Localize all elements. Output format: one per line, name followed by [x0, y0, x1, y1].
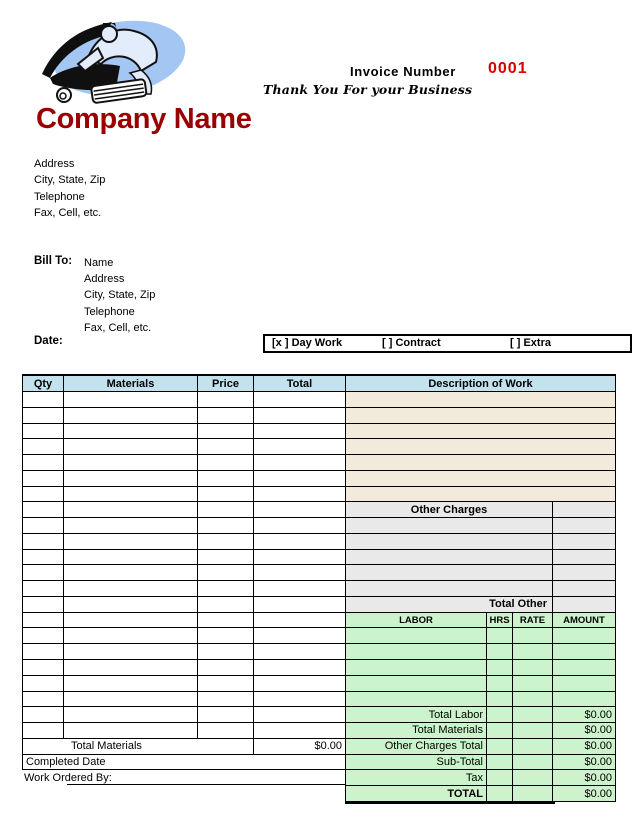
total-other-row	[346, 597, 616, 613]
qty-cell[interactable]	[23, 565, 64, 580]
materials-row	[23, 534, 346, 550]
contract-box: [ ]	[382, 337, 393, 349]
grand-total-rule	[345, 801, 555, 804]
total-other-label: Total Other	[346, 597, 553, 612]
amount-cell[interactable]	[553, 676, 616, 691]
other-charges-body	[346, 518, 616, 597]
qty-cell[interactable]	[23, 581, 64, 596]
total-cell[interactable]	[254, 502, 346, 517]
price-header: Price	[198, 376, 254, 391]
total-cell[interactable]	[254, 534, 346, 549]
qty-cell[interactable]	[23, 644, 64, 659]
materials-cell[interactable]	[64, 581, 198, 596]
materials-cell[interactable]	[64, 565, 198, 580]
materials-cell[interactable]	[64, 707, 198, 722]
description-row	[346, 471, 616, 487]
total-cell[interactable]	[254, 723, 346, 738]
labor-row	[346, 644, 616, 660]
qty-cell[interactable]	[23, 518, 64, 533]
total-cell[interactable]	[254, 644, 346, 659]
rate-cell[interactable]	[513, 692, 553, 707]
qty-cell[interactable]	[23, 471, 64, 486]
summary-hrs-cell	[487, 723, 513, 738]
summary-row	[346, 755, 616, 771]
qty-cell[interactable]	[23, 660, 64, 675]
labor-body	[346, 628, 616, 707]
description-cell[interactable]	[346, 471, 616, 486]
other-charge-amount-cell[interactable]	[553, 565, 616, 580]
total-cell[interactable]	[254, 487, 346, 502]
amount-cell[interactable]	[553, 660, 616, 675]
summary-rate-cell	[513, 707, 553, 722]
materials-cell[interactable]	[64, 439, 198, 454]
summary-value: $0.00	[553, 723, 616, 738]
work-ordered-section	[22, 769, 345, 788]
price-cell[interactable]	[198, 408, 254, 423]
bill-to-city[interactable]: City, State, Zip	[84, 289, 156, 302]
extra-checkbox[interactable]	[510, 337, 551, 349]
company-address-line[interactable]: Address	[34, 158, 75, 170]
labor-cell[interactable]	[346, 692, 487, 707]
other-charge-amount-cell[interactable]	[553, 534, 616, 549]
other-charge-amount-cell[interactable]	[553, 518, 616, 533]
labor-cell[interactable]	[346, 644, 487, 659]
other-charge-amount-cell[interactable]	[553, 581, 616, 596]
materials-row	[23, 518, 346, 534]
day-work-checkbox[interactable]	[272, 337, 342, 349]
other-charge-cell[interactable]	[346, 550, 553, 565]
qty-cell[interactable]	[23, 487, 64, 502]
price-cell[interactable]	[198, 424, 254, 439]
summary-value: $0.00	[553, 755, 616, 770]
labor-header: LABOR	[346, 613, 487, 628]
total-cell[interactable]	[254, 455, 346, 470]
rate-header: RATE	[513, 613, 553, 628]
qty-cell[interactable]	[23, 424, 64, 439]
work-ordered-label: Work Ordered By:	[24, 772, 112, 784]
total-cell[interactable]	[254, 628, 346, 643]
day-work-box: [x ]	[272, 337, 289, 349]
total-cell[interactable]	[254, 471, 346, 486]
materials-cell[interactable]	[64, 424, 198, 439]
total-cell[interactable]	[254, 424, 346, 439]
summary-label: Total Materials	[346, 723, 487, 738]
qty-cell[interactable]	[23, 628, 64, 643]
qty-cell[interactable]	[23, 613, 64, 628]
price-cell[interactable]	[198, 597, 254, 612]
rate-cell[interactable]	[513, 644, 553, 659]
summary-rate-cell	[513, 739, 553, 754]
extra-label: Extra	[523, 337, 551, 349]
summary-value: $0.00	[553, 707, 616, 722]
price-cell[interactable]	[198, 550, 254, 565]
total-cell[interactable]	[254, 613, 346, 628]
description-of-work-header: Description of Work	[346, 376, 616, 391]
materials-row	[23, 692, 346, 708]
total-cell[interactable]	[254, 676, 346, 691]
materials-cell[interactable]	[64, 408, 198, 423]
labor-row	[346, 660, 616, 676]
summary-label: TOTAL	[346, 786, 487, 801]
materials-cell[interactable]	[64, 644, 198, 659]
bill-to-label: Bill To:	[34, 255, 73, 267]
hrs-header: HRS	[487, 613, 513, 628]
other-charges-row	[346, 534, 616, 550]
materials-cell[interactable]	[64, 455, 198, 470]
qty-cell[interactable]	[23, 550, 64, 565]
total-cell[interactable]	[254, 439, 346, 454]
amount-cell[interactable]	[553, 644, 616, 659]
total-cell[interactable]	[254, 597, 346, 612]
total-materials-value: $0.00	[254, 739, 346, 754]
materials-cell[interactable]	[64, 550, 198, 565]
materials-table-body	[23, 392, 346, 739]
hrs-cell[interactable]	[487, 660, 513, 675]
materials-row	[23, 439, 346, 455]
summary-label: Total Labor	[346, 707, 487, 722]
qty-cell[interactable]	[23, 692, 64, 707]
bill-to-telephone[interactable]: Telephone	[84, 305, 135, 318]
price-cell[interactable]	[198, 692, 254, 707]
other-charge-cell[interactable]	[346, 565, 553, 580]
materials-cell[interactable]	[64, 487, 198, 502]
total-materials-row	[23, 739, 346, 755]
price-cell[interactable]	[198, 660, 254, 675]
other-charge-cell[interactable]	[346, 518, 553, 533]
total-header: Total	[254, 376, 346, 391]
other-charges-row	[346, 565, 616, 581]
materials-row	[23, 707, 346, 723]
description-cell[interactable]	[346, 487, 616, 502]
price-cell[interactable]	[198, 676, 254, 691]
company-fax-line[interactable]: Fax, Cell, etc.	[34, 206, 102, 219]
total-cell[interactable]	[254, 707, 346, 722]
summary-hrs-cell	[487, 739, 513, 754]
materials-cell[interactable]	[64, 676, 198, 691]
qty-cell[interactable]	[23, 597, 64, 612]
price-cell[interactable]	[198, 502, 254, 517]
total-cell[interactable]	[254, 581, 346, 596]
price-cell[interactable]	[198, 518, 254, 533]
invoice-number-label: Invoice Number	[350, 64, 456, 79]
labor-header-row	[346, 613, 616, 629]
summary-hrs-cell	[487, 755, 513, 770]
summary-row	[346, 786, 616, 802]
materials-row	[23, 660, 346, 676]
materials-row	[23, 408, 346, 424]
extra-box: [ ]	[510, 337, 521, 349]
description-cell[interactable]	[346, 424, 616, 439]
thank-you-tagline: Thank You For your Business	[263, 82, 473, 97]
materials-cell[interactable]	[64, 471, 198, 486]
materials-row	[23, 597, 346, 613]
materials-cell[interactable]	[64, 534, 198, 549]
qty-cell[interactable]	[23, 408, 64, 423]
summary-row	[346, 739, 616, 755]
summary-rate-cell	[513, 786, 553, 801]
description-cell[interactable]	[346, 439, 616, 454]
materials-row	[23, 487, 346, 503]
description-cell[interactable]	[346, 392, 616, 407]
summary-hrs-cell	[487, 707, 513, 722]
price-cell[interactable]	[198, 644, 254, 659]
price-cell[interactable]	[198, 487, 254, 502]
labor-row	[346, 676, 616, 692]
price-cell[interactable]	[198, 581, 254, 596]
qty-header: Qty	[23, 376, 64, 391]
price-cell[interactable]	[198, 628, 254, 643]
materials-table-header	[23, 376, 346, 392]
contract-label: Contract	[395, 337, 441, 349]
mechanic-clipart-icon	[28, 8, 198, 108]
company-info-block	[34, 156, 105, 221]
summary-value: $0.00	[553, 786, 616, 801]
completed-date-row[interactable]	[23, 755, 346, 771]
description-row	[346, 408, 616, 424]
description-body	[346, 392, 616, 502]
hrs-cell[interactable]	[487, 628, 513, 643]
summary-value: $0.00	[553, 770, 616, 785]
materials-cell[interactable]	[64, 723, 198, 738]
materials-row	[23, 392, 346, 408]
rate-cell[interactable]	[513, 676, 553, 691]
qty-cell[interactable]	[23, 392, 64, 407]
materials-row	[23, 424, 346, 440]
total-cell[interactable]	[254, 518, 346, 533]
materials-cell[interactable]	[64, 660, 198, 675]
bill-to-fax[interactable]: Fax, Cell, etc.	[84, 321, 152, 334]
company-city-line[interactable]: City, State, Zip	[34, 174, 106, 187]
materials-cell[interactable]	[64, 518, 198, 533]
hrs-cell[interactable]	[487, 644, 513, 659]
other-charges-row	[346, 550, 616, 566]
summary-label: Sub-Total	[346, 755, 487, 770]
materials-row	[23, 613, 346, 629]
labor-row	[346, 692, 616, 708]
materials-cell[interactable]	[64, 597, 198, 612]
other-charges-row	[346, 581, 616, 597]
materials-table	[22, 374, 346, 770]
materials-row	[23, 471, 346, 487]
summary-row	[346, 723, 616, 739]
price-cell[interactable]	[198, 455, 254, 470]
materials-cell[interactable]	[64, 628, 198, 643]
labor-cell[interactable]	[346, 660, 487, 675]
hrs-cell[interactable]	[487, 676, 513, 691]
amount-cell[interactable]	[553, 628, 616, 643]
other-charges-header: Other Charges	[346, 502, 553, 517]
labor-cell[interactable]	[346, 628, 487, 643]
qty-cell[interactable]	[23, 707, 64, 722]
qty-cell[interactable]	[23, 439, 64, 454]
other-charge-amount-cell[interactable]	[553, 550, 616, 565]
labor-cell[interactable]	[346, 676, 487, 691]
summary-row	[346, 707, 616, 723]
bill-to-address[interactable]: Address	[84, 273, 125, 286]
total-materials-label: Total Materials	[23, 739, 254, 754]
materials-row	[23, 628, 346, 644]
price-cell[interactable]	[198, 471, 254, 486]
summary-rate-cell	[513, 723, 553, 738]
summary-value: $0.00	[553, 739, 616, 754]
description-row	[346, 455, 616, 471]
qty-cell[interactable]	[23, 676, 64, 691]
total-cell[interactable]	[254, 692, 346, 707]
summary-row	[346, 770, 616, 786]
summary-hrs-cell	[487, 786, 513, 801]
price-cell[interactable]	[198, 534, 254, 549]
amount-cell[interactable]	[553, 692, 616, 707]
description-cell[interactable]	[346, 455, 616, 470]
labor-row	[346, 628, 616, 644]
other-charges-header-row	[346, 502, 616, 518]
rate-cell[interactable]	[513, 660, 553, 675]
materials-row	[23, 550, 346, 566]
summary-label: Tax	[346, 770, 487, 785]
bill-to-block	[84, 255, 155, 336]
other-charges-row	[346, 518, 616, 534]
contract-checkbox[interactable]	[382, 337, 441, 349]
materials-row	[23, 455, 346, 471]
work-ordered-input-line[interactable]	[67, 784, 345, 785]
total-cell[interactable]	[254, 408, 346, 423]
description-row	[346, 487, 616, 503]
other-charges-header-amount-cell	[553, 502, 616, 517]
materials-row	[23, 723, 346, 739]
invoice-number-value[interactable]: 0001	[488, 60, 528, 77]
labor-totals	[346, 707, 616, 802]
description-cell[interactable]	[346, 408, 616, 423]
materials-cell[interactable]	[64, 692, 198, 707]
materials-row	[23, 581, 346, 597]
completed-date-label: Completed Date	[23, 755, 346, 770]
summary-rate-cell	[513, 755, 553, 770]
description-row	[346, 439, 616, 455]
work-type-bar	[263, 334, 632, 353]
total-other-value-cell[interactable]	[553, 597, 616, 612]
materials-cell[interactable]	[64, 392, 198, 407]
company-logo	[28, 8, 198, 108]
total-cell[interactable]	[254, 660, 346, 675]
summary-label: Other Charges Total	[346, 739, 487, 754]
other-charge-cell[interactable]	[346, 581, 553, 596]
description-header-row	[346, 376, 616, 392]
total-cell[interactable]	[254, 565, 346, 580]
company-name[interactable]: Company Name	[36, 103, 252, 135]
description-row	[346, 424, 616, 440]
materials-cell[interactable]	[64, 502, 198, 517]
price-cell[interactable]	[198, 565, 254, 580]
bill-to-name[interactable]: Name	[84, 257, 114, 269]
company-telephone-line[interactable]: Telephone	[34, 190, 85, 203]
day-work-label: Day Work	[291, 337, 343, 349]
qty-cell[interactable]	[23, 455, 64, 470]
price-cell[interactable]	[198, 707, 254, 722]
total-cell[interactable]	[254, 550, 346, 565]
materials-cell[interactable]	[64, 613, 198, 628]
total-cell[interactable]	[254, 392, 346, 407]
price-cell[interactable]	[198, 392, 254, 407]
description-row	[346, 392, 616, 408]
amount-header: AMOUNT	[553, 613, 616, 628]
summary-hrs-cell	[487, 770, 513, 785]
summary-rate-cell	[513, 770, 553, 785]
materials-row	[23, 676, 346, 692]
materials-row	[23, 644, 346, 660]
price-cell[interactable]	[198, 439, 254, 454]
materials-row	[23, 565, 346, 581]
qty-cell[interactable]	[23, 723, 64, 738]
materials-header: Materials	[64, 376, 198, 391]
rate-cell[interactable]	[513, 628, 553, 643]
materials-row	[23, 502, 346, 518]
price-cell[interactable]	[198, 723, 254, 738]
right-column	[345, 374, 616, 802]
date-label: Date:	[34, 335, 63, 347]
qty-cell[interactable]	[23, 502, 64, 517]
price-cell[interactable]	[198, 613, 254, 628]
qty-cell[interactable]	[23, 534, 64, 549]
other-charge-cell[interactable]	[346, 534, 553, 549]
hrs-cell[interactable]	[487, 692, 513, 707]
